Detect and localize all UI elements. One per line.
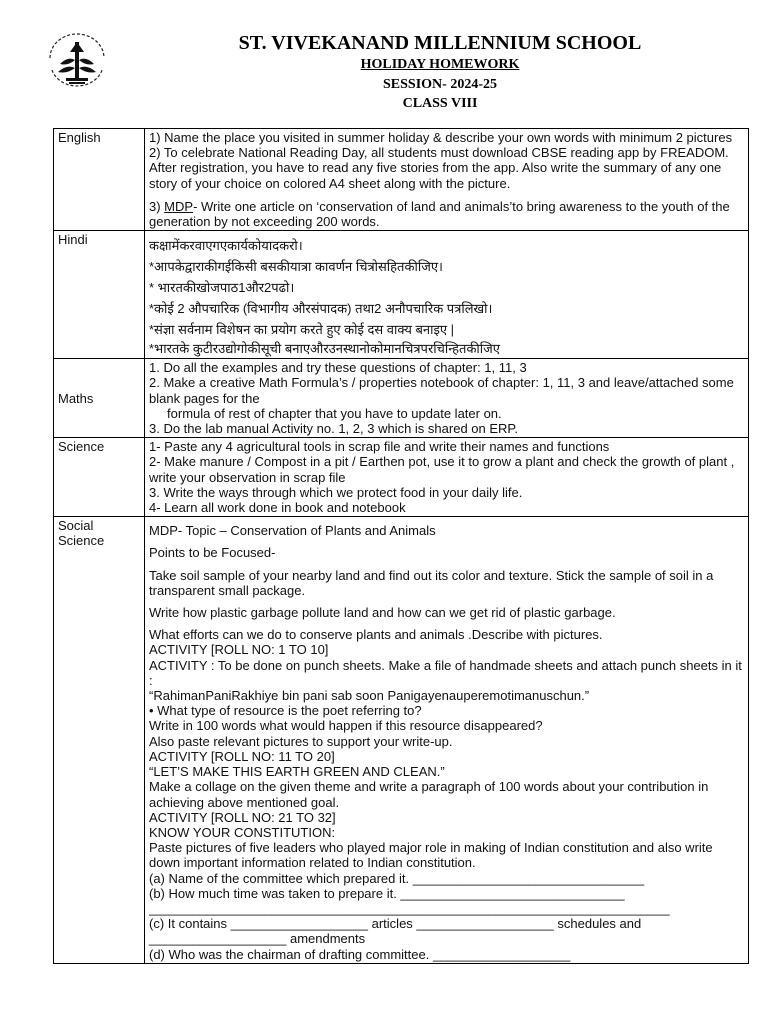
ss-paste: Paste pictures of five leaders who played major role in making of Indian constitution and also write down important information related to Indian constitution. [149, 840, 713, 871]
ss-question-2: Write in 100 words what would happen if this resource disappeared? [149, 718, 543, 734]
ss-efforts: What efforts can we do to conserve plants and animals .Describe with pictures. [149, 627, 603, 643]
class-label: CLASS VIII [402, 96, 478, 111]
subject-hindi: Hindi [54, 231, 145, 359]
content-social-science [145, 517, 749, 963]
hindi-task-2: *आपकेद्वाराकीगईकिसी बसकीयात्रा कावर्णन चित्रोसहितकीजिए। [149, 259, 443, 275]
subject-maths: Maths [54, 359, 145, 438]
subject-social-science: Social Science [54, 517, 145, 963]
ss-question-b: (b) How much time was taken to prepare it. _______________________________ [149, 885, 625, 901]
ss-quote: “RahimanPaniRakhiye bin pani sab soon Panigayenauperemotimanuschun.” [149, 688, 590, 704]
maths-task-2-cont: formula of rest of chapter that you have to update later on. [149, 405, 502, 421]
row-english [54, 129, 749, 231]
ss-question-d: (d) Who was the chairman of drafting committee. ___________________ [149, 946, 571, 962]
hindi-task-6: *भारतके कुटीरउद्योगोकीसूची बनाएऔरउनस्थानोकोमानचित्रपरचिन्हितकीजिए [149, 341, 500, 357]
ss-points: Points to be Focused- [149, 545, 276, 561]
english-task-1: 1) Name the place you visited in summer holiday & describe your own words with minimum 2 pictures [149, 130, 733, 145]
ss-question-3: Also paste relevant pictures to support your write-up. [149, 733, 453, 749]
english-task-3-prefix: 3) [149, 198, 165, 214]
science-task-4: 4- Learn all work done in book and notebook [149, 500, 406, 516]
subject-english: English [54, 129, 145, 231]
english-task-3-text: - Write one article on ‘conservation of land and animals’to bring awareness to the youth of the generation by not exceeding 200 words. [149, 198, 730, 230]
ss-soil: Take soil sample of your nearby land and find out its color and texture. Stick the sample of soil in a transparent small package. [149, 567, 714, 598]
ss-constitution: KNOW YOUR CONSTITUTION: [149, 824, 336, 840]
english-task-3 [149, 199, 744, 229]
ss-activity-1-text: ACTIVITY : To be done on punch sheets. Make a file of handmade sheets and attach punch sheets in it : [149, 657, 742, 688]
maths-task-1: 1. Do all the examples and try these questions of chapter: 1, 11, 3 [149, 360, 527, 376]
ss-plastic: Write how plastic garbage pollute land and how can we get rid of plastic garbage. [149, 605, 616, 621]
science-task-2: 2- Make manure / Compost in a pit / Earthen pot, use it to grow a plant and check the growth of plant , write your observation in scrap file [149, 454, 735, 485]
hindi-task-5: *संज्ञा सर्वनाम विशेषन का प्रयोग करते हुए कोई दस वाक्य बनाइए | [149, 322, 455, 338]
science-task-1: 1- Paste any 4 agricultural tools in scrap file and write their names and functions [149, 439, 610, 455]
row-hindi [54, 231, 749, 359]
hindi-task-4: *कोई 2 औपचारिक (विभागीय औरसंपादक) तथा2 अनौपचारिक पत्रलिखो। [149, 301, 493, 317]
content-hindi [145, 231, 749, 359]
english-task-2: 2) To celebrate National Reading Day, all students must download CBSE reading app by FREADOM. After registration, you have to read any five stories from the app. Also write the summary of any one story of your choice on colored A4 sheet along with the picture. [149, 145, 729, 191]
hindi-task-1: कक्षामेंकरवाएगएकार्यकोयादकरो। [149, 238, 303, 254]
ss-question-a: (a) Name of the committee which prepared it. ________________________________ [149, 870, 645, 886]
ss-activity-1: ACTIVITY [ROLL NO: 1 TO 10] [149, 642, 329, 658]
school-name: ST. VIVEKANAND MILLENNIUM SCHOOL [238, 32, 642, 54]
subject-science: Science [54, 438, 145, 517]
school-crest-logo-icon [40, 30, 114, 94]
content-science [145, 438, 749, 517]
maths-task-3: 3. Do the lab manual Activity no. 1, 2, 3 which is shared on ERP. [149, 421, 519, 437]
row-science [54, 438, 749, 517]
ss-question-1: • What type of resource is the poet referring to? [149, 703, 422, 719]
document-title: HOLIDAY HOMEWORK [360, 57, 520, 72]
hindi-task-3: * भारतकीखोजपाठ1और2पढो। [149, 280, 295, 296]
row-social-science [54, 517, 749, 963]
session-label: SESSION- 2024-25 [383, 77, 497, 92]
ss-activity-2: ACTIVITY [ROLL NO: 11 TO 20] [149, 748, 335, 764]
ss-activity-2-text: Make a collage on the given theme and write a paragraph of 100 words about your contribution in achieving above mentioned goal. [149, 779, 709, 810]
ss-activity-2-quote: “LET’S MAKE THIS EARTH GREEN AND CLEAN.” [149, 764, 445, 780]
row-maths [54, 359, 749, 438]
maths-task-2: 2. Make a creative Math Formula’s / properties notebook of chapter: 1, 11, 3 and leave/attached some blank pages for the [149, 375, 734, 406]
mdp-link: MDP [164, 198, 194, 214]
ss-answer-line: ________________________________________________________________________ [149, 900, 670, 916]
homework-table [53, 128, 749, 964]
content-english [145, 129, 749, 231]
ss-question-c: (c) It contains ___________________ articles ___________________ schedules and ___________________ amendments [149, 916, 642, 947]
science-task-3: 3. Write the ways through which we protect food in your daily life. [149, 484, 523, 500]
content-maths [145, 359, 749, 438]
ss-mdp-topic: MDP- Topic – Conservation of Plants and Animals [149, 523, 436, 539]
ss-activity-3: ACTIVITY [ROLL NO: 21 TO 32] [149, 809, 336, 825]
